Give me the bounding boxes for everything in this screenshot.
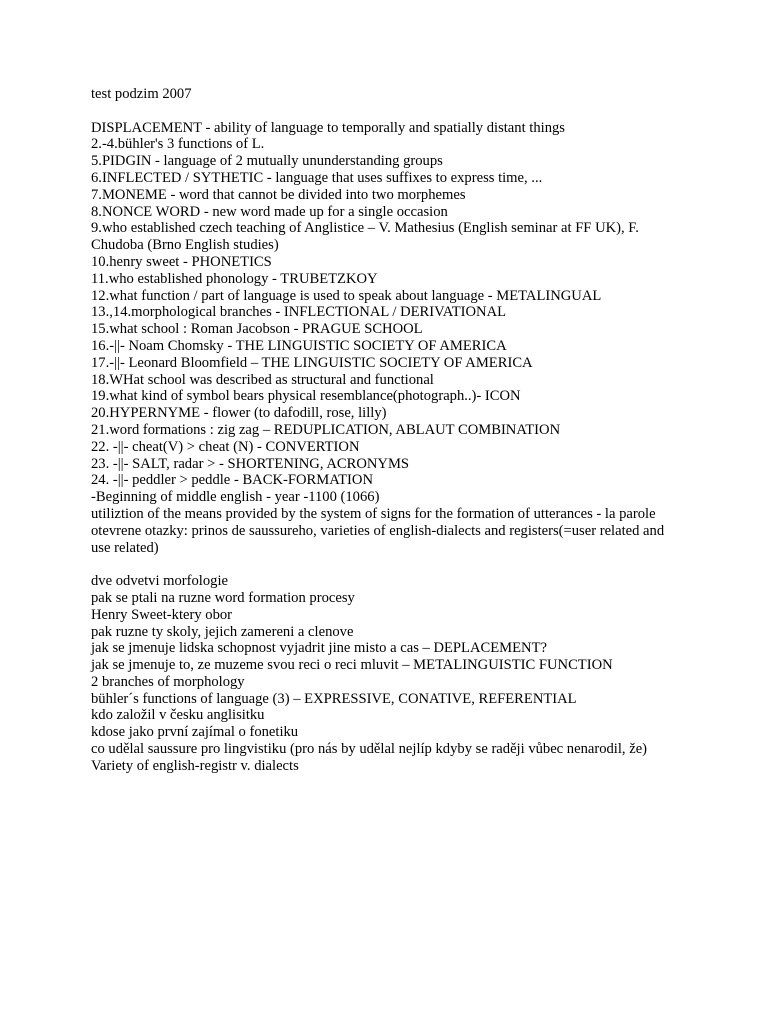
text-line: Variety of english-registr v. dialects: [91, 757, 299, 774]
text-line: 12.what function / part of language is used to speak about language - METALINGUAL: [91, 287, 602, 304]
text-line: 21.word formations : zig zag – REDUPLICATION, ABLAUT COMBINATION: [91, 421, 561, 438]
text-line: 6.INFLECTED / SYTHETIC - language that uses suffixes to express time, ...: [91, 169, 543, 186]
test-answers-section: [91, 120, 681, 557]
text-line: 8.NONCE WORD - new word made up for a single occasion: [91, 203, 448, 220]
exam-notes-section: [91, 573, 681, 775]
text-line: 2.-4.bühler's 3 functions of L.: [91, 136, 265, 153]
text-line: kdo založil v česku anglisitku: [91, 707, 265, 724]
text-line: 5.PIDGIN - language of 2 mutually ununderstanding groups: [91, 153, 443, 170]
text-line: dve odvetvi morfologie: [91, 573, 228, 590]
text-line: 13.,14.morphological branches - INFLECTIONAL / DERIVATIONAL: [91, 304, 507, 321]
text-line: -Beginning of middle english - year -1100 (1066): [91, 489, 380, 506]
text-line: 10.henry sweet - PHONETICS: [91, 253, 272, 270]
text-line: 15.what school : Roman Jacobson - PRAGUE SCHOOL: [91, 321, 423, 338]
blank-line: [91, 103, 681, 120]
text-line: pak se ptali na ruzne word formation procesy: [91, 589, 355, 606]
text-line: 23. -||- SALT, radar > - SHORTENING, ACRONYMS: [91, 455, 410, 472]
text-line: 22. -||- cheat(V) > cheat (N) - CONVERTION: [91, 438, 360, 455]
text-line: 18.WHat school was described as structural and functional: [91, 371, 434, 388]
text-line: DISPLACEMENT - ability of language to temporally and spatially distant things: [91, 119, 565, 136]
text-line: jak se jmenuje lidska schopnost vyjadrit jine misto a cas – DEPLACEMENT?: [91, 640, 547, 657]
text-line: 20.HYPERNYME - flower (to dafodill, rose, lilly): [91, 405, 387, 422]
text-line: 2 branches of morphology: [91, 673, 245, 690]
text-line: kdose jako první zajímal o fonetiku: [91, 724, 299, 741]
text-line: bühler´s functions of language (3) – EXPRESSIVE, CONATIVE, REFERENTIAL: [91, 690, 577, 707]
text-line: co udělal saussure pro lingvistiku (pro nás by udělal nejlíp kdyby se raději vůbec nenarodil, že): [91, 741, 648, 758]
text-line: Henry Sweet-ktery obor: [91, 606, 233, 623]
text-line: 17.-||- Leonard Bloomfield – THE LINGUISTIC SOCIETY OF AMERICA: [91, 354, 533, 371]
text-line: pak ruzne ty skoly, jejich zamereni a clenove: [91, 623, 354, 640]
text-line: 16.-||- Noam Chomsky - THE LINGUISTIC SOCIETY OF AMERICA: [91, 337, 507, 354]
text-line: 24. -||- peddler > peddle - BACK-FORMATION: [91, 472, 373, 489]
document-title: test podzim 2007: [91, 86, 192, 102]
blank-line: [91, 556, 681, 573]
text-line: otevrene otazky: prinos de saussureho, varieties of english-dialects and registers(=user related and use related): [91, 522, 665, 556]
text-line: jak se jmenuje to, ze muzeme svou reci o reci mluvit – METALINGUISTIC FUNCTION: [91, 657, 613, 674]
text-line: 7.MONEME - word that cannot be divided into two morphemes: [91, 186, 466, 203]
text-line: 11.who established phonology - TRUBETZKOY: [91, 270, 378, 287]
document-page: [91, 86, 681, 775]
text-line: utiliztion of the means provided by the system of signs for the formation of utterances - la parole: [91, 505, 656, 522]
text-line: 9.who established czech teaching of Anglistice – V. Mathesius (English seminar at FF UK), F. Chudoba (Brno English studies): [91, 220, 639, 254]
text-line: 19.what kind of symbol bears physical resemblance(photograph..)- ICON: [91, 388, 521, 405]
